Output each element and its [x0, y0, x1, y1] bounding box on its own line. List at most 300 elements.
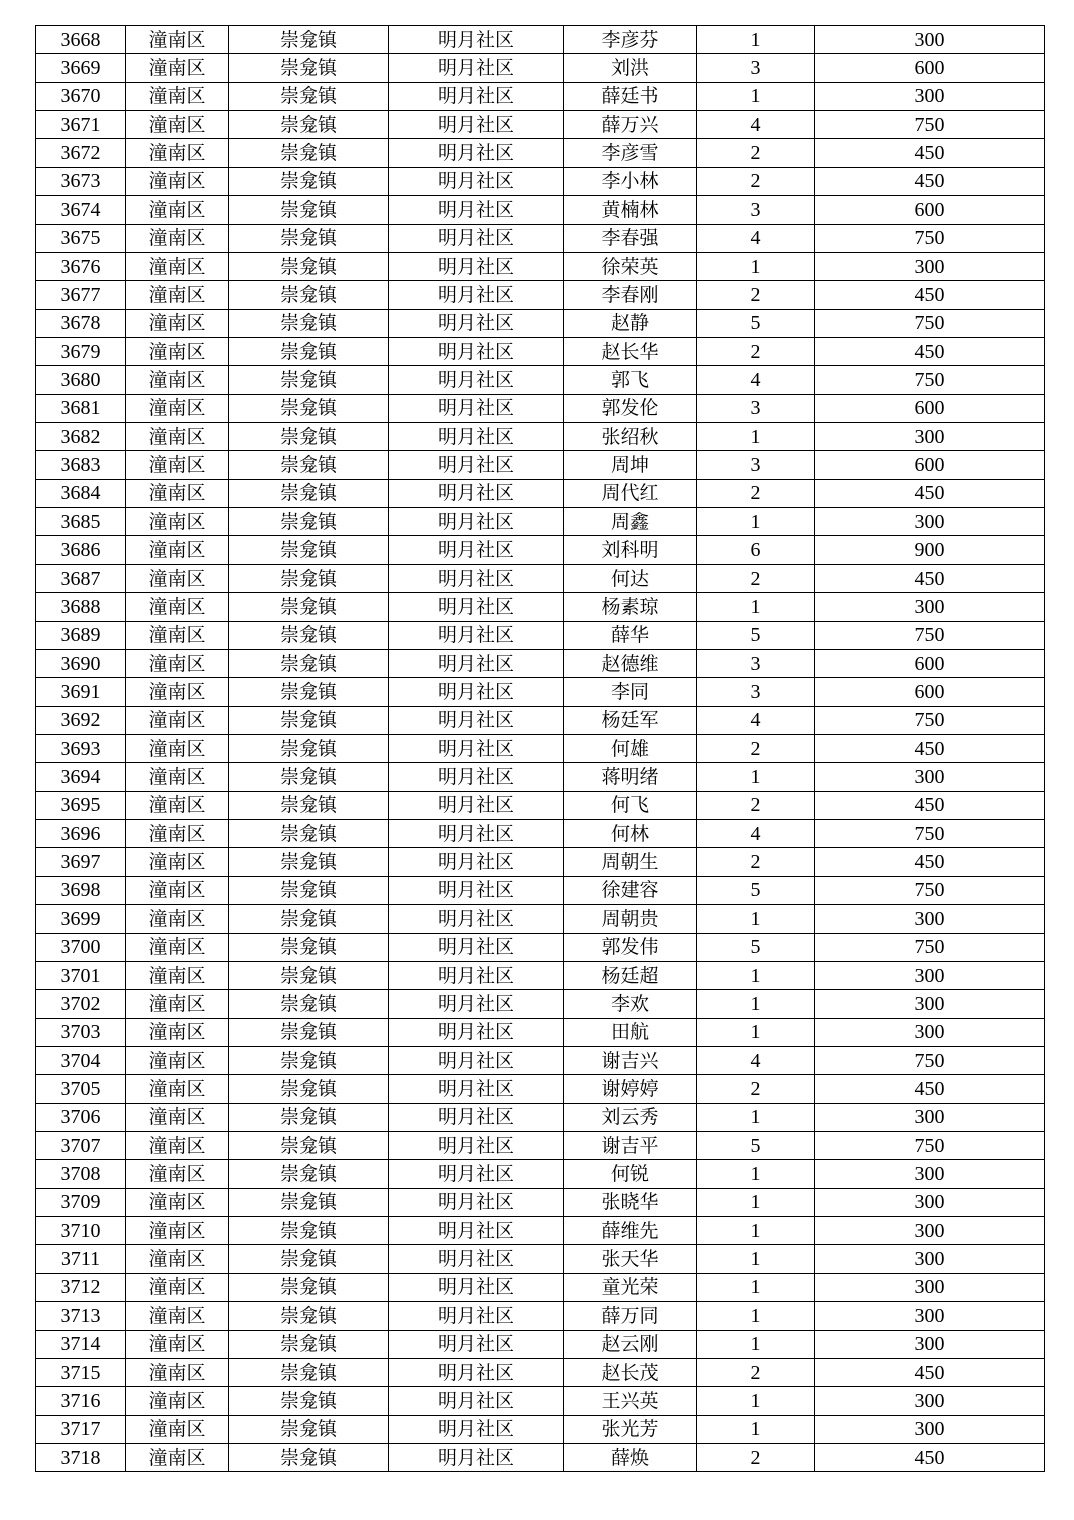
table-row: [36, 224, 1045, 252]
name-cell: 李春刚: [564, 281, 697, 309]
serial-number-cell: 3687: [36, 564, 126, 592]
amount-cell: 300: [815, 1273, 1045, 1301]
name-cell: 杨廷超: [564, 961, 697, 989]
serial-number-cell: 3700: [36, 933, 126, 961]
name-cell: 李同: [564, 678, 697, 706]
amount-cell: 300: [815, 1387, 1045, 1415]
name-cell: 张绍秋: [564, 423, 697, 451]
table-row: [36, 309, 1045, 337]
town-cell: 崇龛镇: [229, 848, 389, 876]
district-cell: 潼南区: [126, 366, 229, 394]
name-cell: 何林: [564, 820, 697, 848]
town-cell: 崇龛镇: [229, 1443, 389, 1471]
household-count-cell: 2: [697, 1358, 815, 1386]
household-count-cell: 2: [697, 167, 815, 195]
serial-number-cell: 3677: [36, 281, 126, 309]
amount-cell: 450: [815, 281, 1045, 309]
table-row: [36, 1046, 1045, 1074]
community-cell: 明月社区: [389, 1302, 564, 1330]
household-count-cell: 4: [697, 820, 815, 848]
household-count-cell: 1: [697, 423, 815, 451]
town-cell: 崇龛镇: [229, 1132, 389, 1160]
name-cell: 何雄: [564, 734, 697, 762]
amount-cell: 450: [815, 734, 1045, 762]
name-cell: 薛华: [564, 621, 697, 649]
table-row: [36, 763, 1045, 791]
table-row: [36, 905, 1045, 933]
district-cell: 潼南区: [126, 1273, 229, 1301]
serial-number-cell: 3707: [36, 1132, 126, 1160]
serial-number-cell: 3679: [36, 337, 126, 365]
amount-cell: 300: [815, 1160, 1045, 1188]
district-cell: 潼南区: [126, 990, 229, 1018]
table-row: [36, 536, 1045, 564]
community-cell: 明月社区: [389, 1188, 564, 1216]
amount-cell: 300: [815, 593, 1045, 621]
serial-number-cell: 3708: [36, 1160, 126, 1188]
household-count-cell: 2: [697, 337, 815, 365]
serial-number-cell: 3695: [36, 791, 126, 819]
name-cell: 赵云刚: [564, 1330, 697, 1358]
district-cell: 潼南区: [126, 1302, 229, 1330]
district-cell: 潼南区: [126, 1132, 229, 1160]
household-count-cell: 5: [697, 933, 815, 961]
district-cell: 潼南区: [126, 1330, 229, 1358]
table-row: [36, 593, 1045, 621]
town-cell: 崇龛镇: [229, 252, 389, 280]
name-cell: 刘科明: [564, 536, 697, 564]
table-row: [36, 1273, 1045, 1301]
town-cell: 崇龛镇: [229, 536, 389, 564]
town-cell: 崇龛镇: [229, 479, 389, 507]
district-cell: 潼南区: [126, 224, 229, 252]
household-count-cell: 4: [697, 706, 815, 734]
amount-cell: 750: [815, 366, 1045, 394]
serial-number-cell: 3717: [36, 1415, 126, 1443]
name-cell: 周朝生: [564, 848, 697, 876]
household-count-cell: 1: [697, 961, 815, 989]
town-cell: 崇龛镇: [229, 1217, 389, 1245]
name-cell: 周代红: [564, 479, 697, 507]
table-row: [36, 706, 1045, 734]
table-row: [36, 1302, 1045, 1330]
serial-number-cell: 3672: [36, 139, 126, 167]
household-count-cell: 5: [697, 1132, 815, 1160]
name-cell: 田航: [564, 1018, 697, 1046]
community-cell: 明月社区: [389, 167, 564, 195]
town-cell: 崇龛镇: [229, 366, 389, 394]
community-cell: 明月社区: [389, 593, 564, 621]
community-cell: 明月社区: [389, 1415, 564, 1443]
table-row: [36, 564, 1045, 592]
district-cell: 潼南区: [126, 423, 229, 451]
district-cell: 潼南区: [126, 1358, 229, 1386]
town-cell: 崇龛镇: [229, 933, 389, 961]
community-cell: 明月社区: [389, 1132, 564, 1160]
district-cell: 潼南区: [126, 309, 229, 337]
amount-cell: 750: [815, 876, 1045, 904]
table-row: [36, 281, 1045, 309]
serial-number-cell: 3703: [36, 1018, 126, 1046]
table-row: [36, 1188, 1045, 1216]
district-cell: 潼南区: [126, 848, 229, 876]
district-cell: 潼南区: [126, 734, 229, 762]
town-cell: 崇龛镇: [229, 1302, 389, 1330]
serial-number-cell: 3674: [36, 196, 126, 224]
table-row: [36, 1415, 1045, 1443]
district-cell: 潼南区: [126, 196, 229, 224]
amount-cell: 300: [815, 252, 1045, 280]
table-row: [36, 1443, 1045, 1471]
community-cell: 明月社区: [389, 111, 564, 139]
serial-number-cell: 3718: [36, 1443, 126, 1471]
name-cell: 谢婷婷: [564, 1075, 697, 1103]
district-cell: 潼南区: [126, 1387, 229, 1415]
district-cell: 潼南区: [126, 167, 229, 195]
community-cell: 明月社区: [389, 734, 564, 762]
table-row: [36, 734, 1045, 762]
roster-body: [36, 26, 1045, 1472]
town-cell: 崇龛镇: [229, 1018, 389, 1046]
district-cell: 潼南区: [126, 111, 229, 139]
table-row: [36, 366, 1045, 394]
household-count-cell: 2: [697, 734, 815, 762]
town-cell: 崇龛镇: [229, 1075, 389, 1103]
town-cell: 崇龛镇: [229, 26, 389, 54]
community-cell: 明月社区: [389, 1217, 564, 1245]
name-cell: 赵静: [564, 309, 697, 337]
amount-cell: 750: [815, 111, 1045, 139]
table-row: [36, 649, 1045, 677]
amount-cell: 300: [815, 1302, 1045, 1330]
town-cell: 崇龛镇: [229, 1330, 389, 1358]
community-cell: 明月社区: [389, 281, 564, 309]
amount-cell: 600: [815, 394, 1045, 422]
household-count-cell: 2: [697, 848, 815, 876]
serial-number-cell: 3688: [36, 593, 126, 621]
town-cell: 崇龛镇: [229, 1160, 389, 1188]
household-count-cell: 2: [697, 791, 815, 819]
table-row: [36, 990, 1045, 1018]
community-cell: 明月社区: [389, 366, 564, 394]
community-cell: 明月社区: [389, 139, 564, 167]
name-cell: 杨素琼: [564, 593, 697, 621]
serial-number-cell: 3690: [36, 649, 126, 677]
community-cell: 明月社区: [389, 252, 564, 280]
amount-cell: 300: [815, 1103, 1045, 1131]
name-cell: 薛万兴: [564, 111, 697, 139]
household-count-cell: 3: [697, 54, 815, 82]
amount-cell: 300: [815, 1245, 1045, 1273]
household-count-cell: 3: [697, 394, 815, 422]
district-cell: 潼南区: [126, 394, 229, 422]
table-row: [36, 26, 1045, 54]
serial-number-cell: 3702: [36, 990, 126, 1018]
name-cell: 郭发伟: [564, 933, 697, 961]
community-cell: 明月社区: [389, 82, 564, 110]
name-cell: 何锐: [564, 1160, 697, 1188]
household-count-cell: 1: [697, 1245, 815, 1273]
community-cell: 明月社区: [389, 536, 564, 564]
community-cell: 明月社区: [389, 649, 564, 677]
name-cell: 何达: [564, 564, 697, 592]
amount-cell: 450: [815, 479, 1045, 507]
district-cell: 潼南区: [126, 876, 229, 904]
serial-number-cell: 3684: [36, 479, 126, 507]
amount-cell: 450: [815, 1443, 1045, 1471]
household-count-cell: 4: [697, 224, 815, 252]
name-cell: 周坤: [564, 451, 697, 479]
table-row: [36, 1103, 1045, 1131]
town-cell: 崇龛镇: [229, 1358, 389, 1386]
name-cell: 黄楠林: [564, 196, 697, 224]
amount-cell: 450: [815, 791, 1045, 819]
table-row: [36, 508, 1045, 536]
district-cell: 潼南区: [126, 252, 229, 280]
amount-cell: 300: [815, 423, 1045, 451]
serial-number-cell: 3701: [36, 961, 126, 989]
town-cell: 崇龛镇: [229, 706, 389, 734]
town-cell: 崇龛镇: [229, 281, 389, 309]
amount-cell: 300: [815, 82, 1045, 110]
community-cell: 明月社区: [389, 1046, 564, 1074]
district-cell: 潼南区: [126, 54, 229, 82]
name-cell: 杨廷军: [564, 706, 697, 734]
community-cell: 明月社区: [389, 706, 564, 734]
amount-cell: 300: [815, 905, 1045, 933]
district-cell: 潼南区: [126, 961, 229, 989]
household-count-cell: 2: [697, 479, 815, 507]
table-row: [36, 1075, 1045, 1103]
amount-cell: 750: [815, 933, 1045, 961]
amount-cell: 450: [815, 337, 1045, 365]
district-cell: 潼南区: [126, 649, 229, 677]
community-cell: 明月社区: [389, 763, 564, 791]
serial-number-cell: 3713: [36, 1302, 126, 1330]
amount-cell: 450: [815, 139, 1045, 167]
town-cell: 崇龛镇: [229, 734, 389, 762]
community-cell: 明月社区: [389, 309, 564, 337]
town-cell: 崇龛镇: [229, 820, 389, 848]
household-count-cell: 1: [697, 1302, 815, 1330]
community-cell: 明月社区: [389, 933, 564, 961]
serial-number-cell: 3710: [36, 1217, 126, 1245]
household-count-cell: 1: [697, 763, 815, 791]
serial-number-cell: 3689: [36, 621, 126, 649]
serial-number-cell: 3668: [36, 26, 126, 54]
community-cell: 明月社区: [389, 26, 564, 54]
community-cell: 明月社区: [389, 564, 564, 592]
table-row: [36, 1160, 1045, 1188]
name-cell: 李小林: [564, 167, 697, 195]
serial-number-cell: 3706: [36, 1103, 126, 1131]
serial-number-cell: 3716: [36, 1387, 126, 1415]
town-cell: 崇龛镇: [229, 1273, 389, 1301]
household-count-cell: 3: [697, 451, 815, 479]
district-cell: 潼南区: [126, 536, 229, 564]
amount-cell: 600: [815, 54, 1045, 82]
serial-number-cell: 3704: [36, 1046, 126, 1074]
town-cell: 崇龛镇: [229, 423, 389, 451]
community-cell: 明月社区: [389, 1160, 564, 1188]
serial-number-cell: 3693: [36, 734, 126, 762]
amount-cell: 300: [815, 1018, 1045, 1046]
table-row: [36, 678, 1045, 706]
community-cell: 明月社区: [389, 54, 564, 82]
serial-number-cell: 3692: [36, 706, 126, 734]
amount-cell: 300: [815, 961, 1045, 989]
name-cell: 张光芳: [564, 1415, 697, 1443]
town-cell: 崇龛镇: [229, 1188, 389, 1216]
amount-cell: 300: [815, 1217, 1045, 1245]
name-cell: 刘云秀: [564, 1103, 697, 1131]
town-cell: 崇龛镇: [229, 82, 389, 110]
name-cell: 王兴英: [564, 1387, 697, 1415]
household-count-cell: 2: [697, 564, 815, 592]
household-count-cell: 4: [697, 1046, 815, 1074]
district-cell: 潼南区: [126, 1103, 229, 1131]
district-cell: 潼南区: [126, 820, 229, 848]
town-cell: 崇龛镇: [229, 167, 389, 195]
community-cell: 明月社区: [389, 423, 564, 451]
town-cell: 崇龛镇: [229, 224, 389, 252]
serial-number-cell: 3685: [36, 508, 126, 536]
serial-number-cell: 3714: [36, 1330, 126, 1358]
amount-cell: 750: [815, 309, 1045, 337]
amount-cell: 300: [815, 990, 1045, 1018]
table-row: [36, 1358, 1045, 1386]
serial-number-cell: 3709: [36, 1188, 126, 1216]
amount-cell: 750: [815, 621, 1045, 649]
district-cell: 潼南区: [126, 1443, 229, 1471]
household-count-cell: 1: [697, 82, 815, 110]
serial-number-cell: 3715: [36, 1358, 126, 1386]
table-row: [36, 139, 1045, 167]
district-cell: 潼南区: [126, 1018, 229, 1046]
amount-cell: 450: [815, 1358, 1045, 1386]
community-cell: 明月社区: [389, 1330, 564, 1358]
household-count-cell: 4: [697, 366, 815, 394]
name-cell: 蒋明绪: [564, 763, 697, 791]
table-row: [36, 111, 1045, 139]
table-row: [36, 451, 1045, 479]
district-cell: 潼南区: [126, 479, 229, 507]
table-row: [36, 252, 1045, 280]
town-cell: 崇龛镇: [229, 139, 389, 167]
serial-number-cell: 3671: [36, 111, 126, 139]
serial-number-cell: 3691: [36, 678, 126, 706]
serial-number-cell: 3712: [36, 1273, 126, 1301]
district-cell: 潼南区: [126, 564, 229, 592]
table-row: [36, 820, 1045, 848]
name-cell: 薛万同: [564, 1302, 697, 1330]
amount-cell: 600: [815, 196, 1045, 224]
serial-number-cell: 3705: [36, 1075, 126, 1103]
amount-cell: 750: [815, 1132, 1045, 1160]
household-count-cell: 1: [697, 1018, 815, 1046]
table-row: [36, 423, 1045, 451]
town-cell: 崇龛镇: [229, 196, 389, 224]
town-cell: 崇龛镇: [229, 54, 389, 82]
household-count-cell: 2: [697, 281, 815, 309]
name-cell: 徐建容: [564, 876, 697, 904]
community-cell: 明月社区: [389, 337, 564, 365]
community-cell: 明月社区: [389, 1443, 564, 1471]
town-cell: 崇龛镇: [229, 791, 389, 819]
household-count-cell: 1: [697, 1330, 815, 1358]
amount-cell: 750: [815, 820, 1045, 848]
community-cell: 明月社区: [389, 1358, 564, 1386]
amount-cell: 750: [815, 224, 1045, 252]
community-cell: 明月社区: [389, 451, 564, 479]
community-cell: 明月社区: [389, 479, 564, 507]
name-cell: 薛焕: [564, 1443, 697, 1471]
household-count-cell: 1: [697, 1160, 815, 1188]
household-count-cell: 1: [697, 990, 815, 1018]
name-cell: 薛廷书: [564, 82, 697, 110]
community-cell: 明月社区: [389, 1103, 564, 1131]
amount-cell: 450: [815, 167, 1045, 195]
community-cell: 明月社区: [389, 1245, 564, 1273]
amount-cell: 300: [815, 1330, 1045, 1358]
serial-number-cell: 3683: [36, 451, 126, 479]
district-cell: 潼南区: [126, 1188, 229, 1216]
community-cell: 明月社区: [389, 990, 564, 1018]
town-cell: 崇龛镇: [229, 1415, 389, 1443]
name-cell: 李彦芬: [564, 26, 697, 54]
community-cell: 明月社区: [389, 848, 564, 876]
district-cell: 潼南区: [126, 1075, 229, 1103]
town-cell: 崇龛镇: [229, 905, 389, 933]
serial-number-cell: 3675: [36, 224, 126, 252]
serial-number-cell: 3680: [36, 366, 126, 394]
table-row: [36, 621, 1045, 649]
household-count-cell: 1: [697, 905, 815, 933]
amount-cell: 300: [815, 763, 1045, 791]
district-cell: 潼南区: [126, 1046, 229, 1074]
community-cell: 明月社区: [389, 1387, 564, 1415]
serial-number-cell: 3670: [36, 82, 126, 110]
community-cell: 明月社区: [389, 508, 564, 536]
town-cell: 崇龛镇: [229, 678, 389, 706]
town-cell: 崇龛镇: [229, 1046, 389, 1074]
household-count-cell: 1: [697, 26, 815, 54]
table-row: [36, 82, 1045, 110]
name-cell: 谢吉兴: [564, 1046, 697, 1074]
name-cell: 张晓华: [564, 1188, 697, 1216]
name-cell: 谢吉平: [564, 1132, 697, 1160]
amount-cell: 300: [815, 1415, 1045, 1443]
table-row: [36, 961, 1045, 989]
table-row: [36, 54, 1045, 82]
table-row: [36, 848, 1045, 876]
table-row: [36, 394, 1045, 422]
town-cell: 崇龛镇: [229, 593, 389, 621]
district-cell: 潼南区: [126, 1245, 229, 1273]
town-cell: 崇龛镇: [229, 508, 389, 536]
table-row: [36, 1132, 1045, 1160]
table-row: [36, 337, 1045, 365]
household-count-cell: 6: [697, 536, 815, 564]
district-cell: 潼南区: [126, 905, 229, 933]
household-count-cell: 1: [697, 1273, 815, 1301]
household-count-cell: 3: [697, 678, 815, 706]
town-cell: 崇龛镇: [229, 1103, 389, 1131]
district-cell: 潼南区: [126, 706, 229, 734]
serial-number-cell: 3694: [36, 763, 126, 791]
table-row: [36, 196, 1045, 224]
household-count-cell: 4: [697, 111, 815, 139]
